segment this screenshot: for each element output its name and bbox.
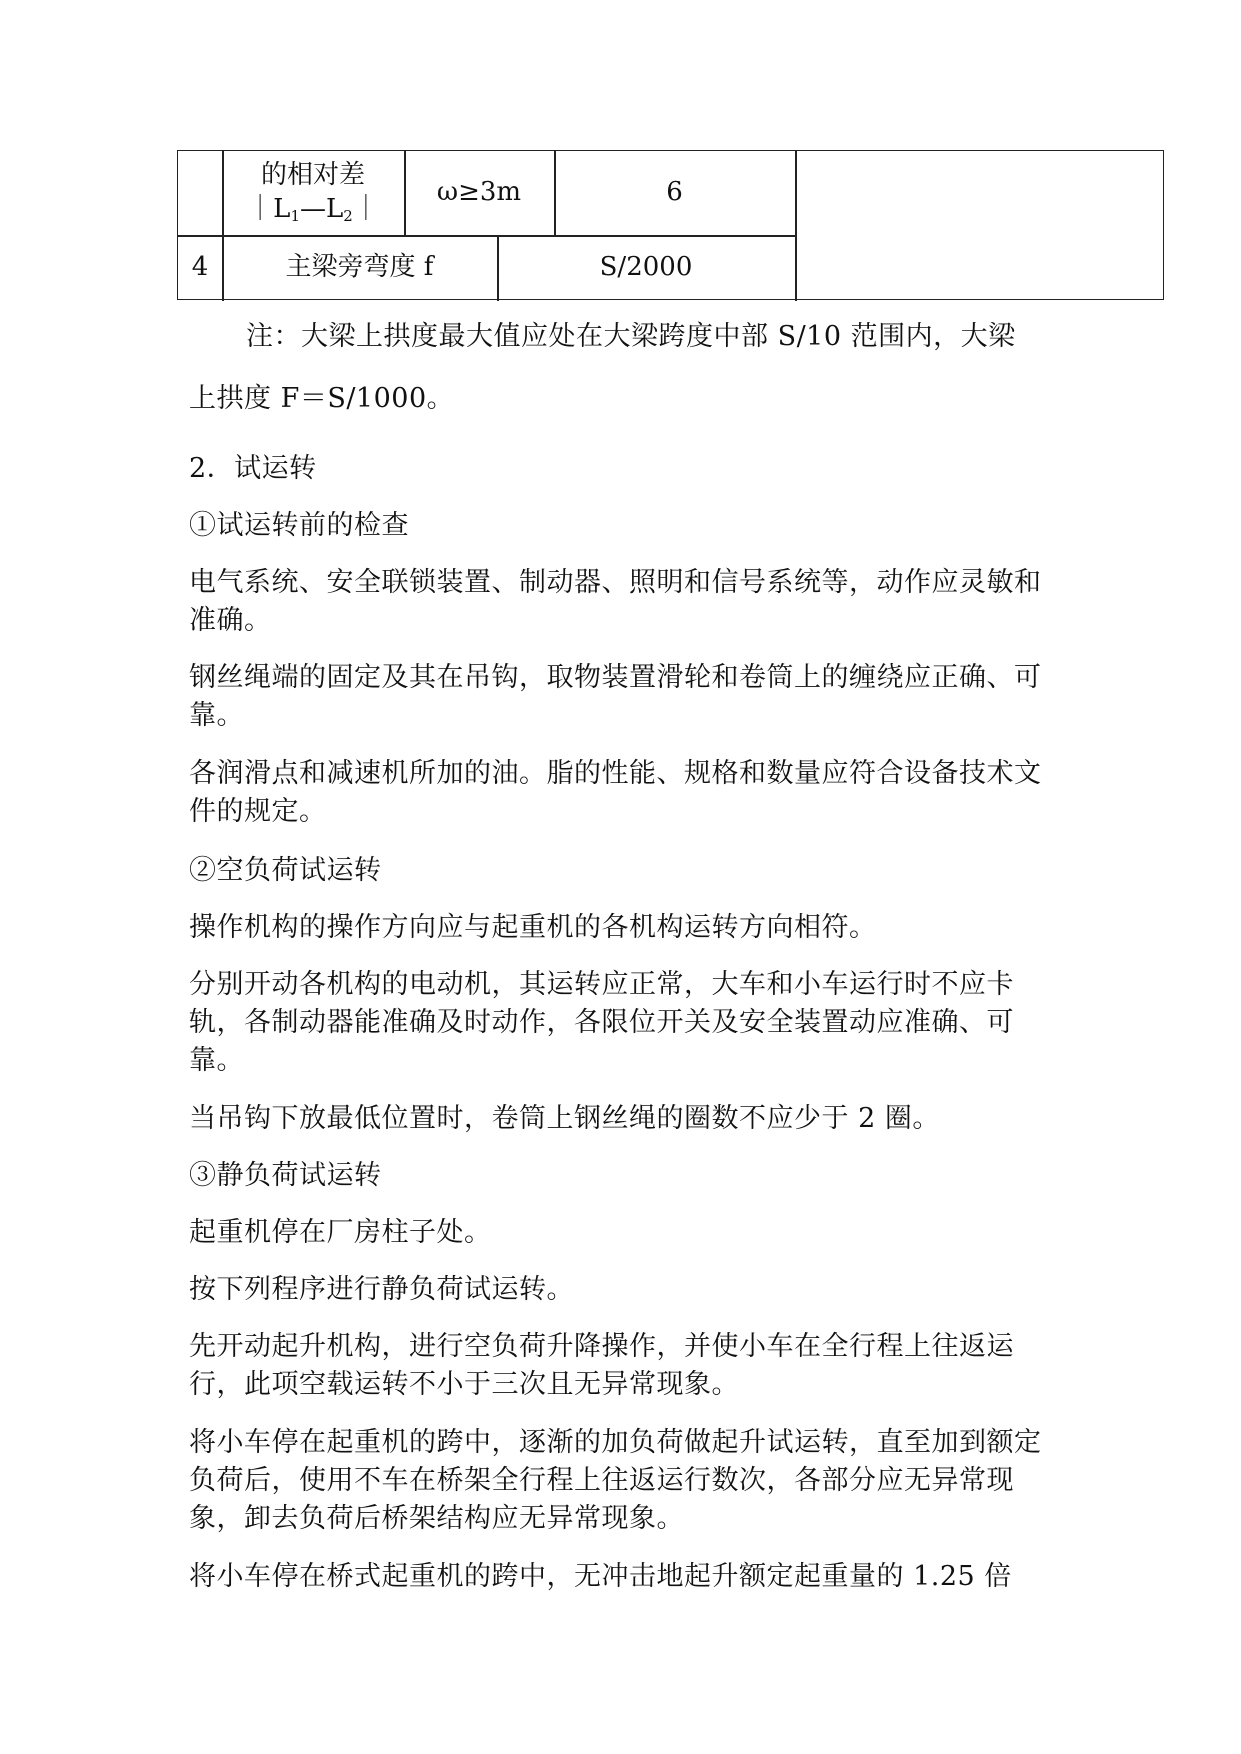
table-cell-index [178, 151, 222, 235]
body-paragraph: 钢丝绳端的固定及其在吊钩，取物装置滑轮和卷筒上的缠绕应正确、可靠。 [189, 662, 1042, 731]
table-cell-condition: ω≥3m [436, 177, 522, 208]
body-paragraph: 电气系统、安全联锁装置、制动器、照明和信号系统等，动作应灵敏和准确。 [189, 567, 1042, 636]
item-line2: $|L_1—L_2|$ [247, 194, 379, 225]
table-cell-value: 6 [666, 177, 683, 208]
body-paragraph: 操作机构的操作方向应与起重机的各机构运转方向相符。 [189, 912, 877, 943]
spec-table [177, 150, 1164, 300]
table-cell-remark [796, 151, 1163, 301]
note-paragraph-cont: 上拱度 F＝S/1000。 [189, 383, 455, 414]
item-line1: 的相对差 [260, 160, 365, 191]
table-cell-item [222, 151, 404, 235]
subsection-heading: ②空负荷试运转 [189, 855, 382, 886]
body-paragraph: 当吊钩下放最低位置时，卷筒上钢丝绳的圈数不应少于 2 圈。 [189, 1103, 940, 1134]
body-paragraph: 将小车停在桥式起重机的跨中，无冲击地起升额定起重量的 1.25 倍 [189, 1561, 1012, 1592]
table-cell-value: S/2000 [599, 252, 693, 283]
table-cell-item: 主梁旁弯度 f [285, 252, 434, 283]
table-cell-index: 4 [191, 252, 209, 283]
note-paragraph: 注：大梁上拱度最大值应处在大梁跨度中部 S/10 范围内，大梁 [246, 321, 1016, 352]
body-paragraph: 将小车停在起重机的跨中，逐渐的加负荷做起升试运转，直至加到额定负荷后，使用不车在桥架全行程上往返运行数次，各部分应无异常现象，卸去负荷后桥架结构应无异常现象。 [189, 1427, 1042, 1534]
body-paragraph: 按下列程序进行静负荷试运转。 [189, 1274, 574, 1305]
subsection-heading: ①试运转前的检查 [189, 510, 409, 541]
body-paragraph: 起重机停在厂房柱子处。 [189, 1217, 492, 1248]
body-paragraph: 各润滑点和减速机所加的油。脂的性能、规格和数量应符合设备技术文件的规定。 [189, 758, 1042, 827]
body-paragraph: 先开动起升机构，进行空负荷升降操作，并使小车在全行程上往返运行，此项空载运转不小于三次且无异常现象。 [189, 1331, 1014, 1400]
subsection-heading: ③静负荷试运转 [189, 1160, 382, 1191]
section-heading: 2．试运转 [189, 453, 317, 484]
body-paragraph: 分别开动各机构的电动机，其运转应正常，大车和小车运行时不应卡轨，各制动器能准确及时动作，各限位开关及安全装置动应准确、可靠。 [189, 969, 1014, 1076]
